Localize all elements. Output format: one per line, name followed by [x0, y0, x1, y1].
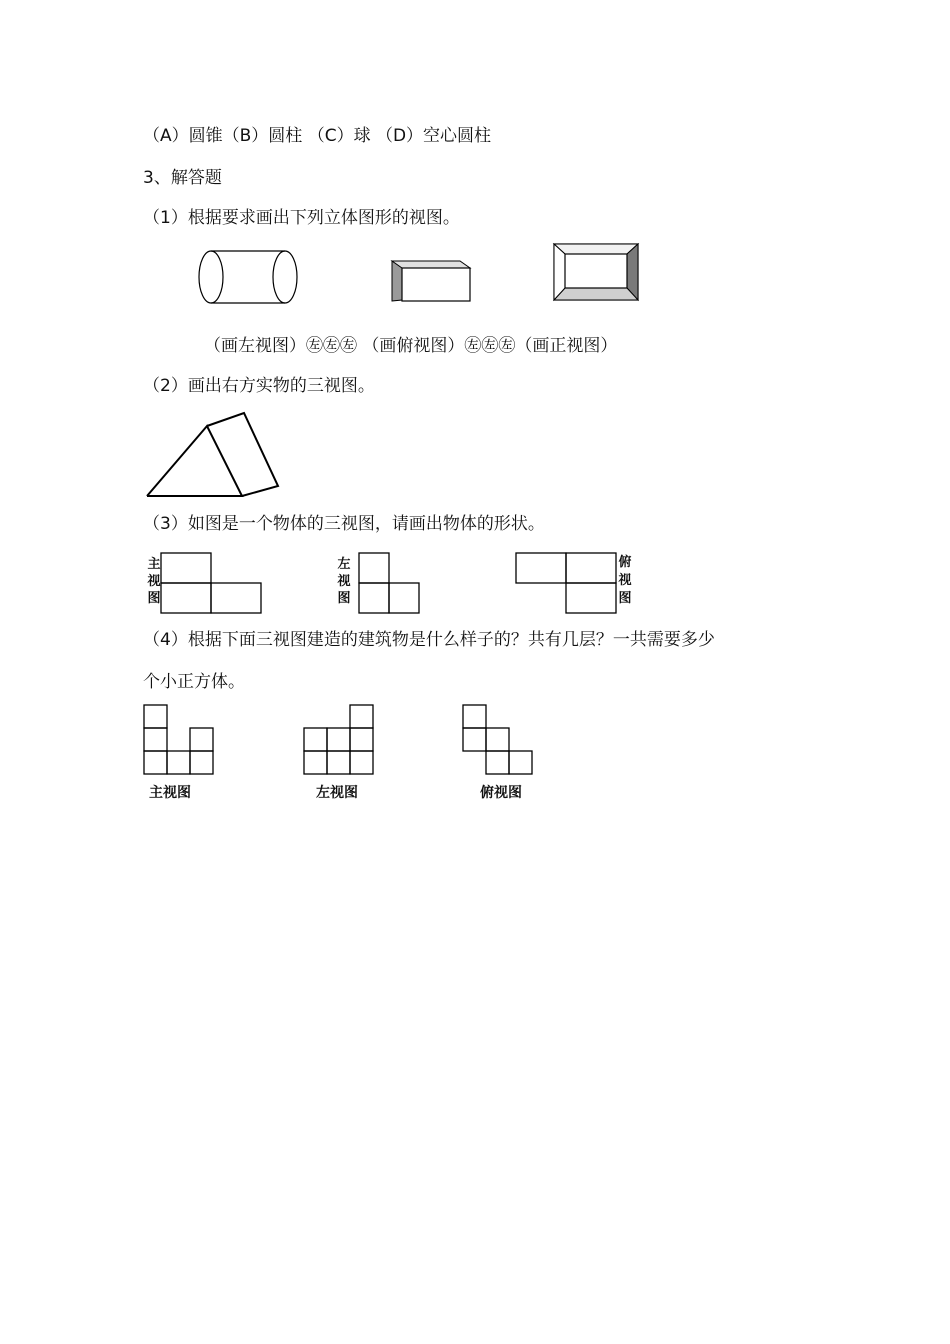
question-4-line-1: （4）根据下面三视图建造的建筑物是什么样子的？共有几层？一共需要多少: [143, 630, 715, 650]
q3-front-label-3: 图: [147, 591, 161, 606]
q3-top-view: [515, 552, 635, 616]
q3-top-label-1: 俯: [618, 555, 632, 570]
q4-front-caption: 主视图: [149, 785, 191, 801]
q4-top-caption: 俯视图: [480, 785, 522, 801]
frustum-figure: [552, 242, 642, 304]
question-1: （1）根据要求画出下列立体图形的视图。: [143, 208, 460, 228]
q3-left-view: [336, 552, 426, 616]
q4-top-view: [462, 704, 542, 804]
q3-front-label-2: 视: [147, 574, 161, 589]
q3-top-label-3: 图: [618, 591, 632, 606]
q3-left-label-2: 视: [337, 574, 351, 589]
q3-front-label-1: 主: [147, 557, 161, 572]
answer-options: （A）圆锥（B）圆柱 （C）球 （D）空心圆柱: [143, 126, 492, 146]
q3-front-view: [146, 552, 266, 616]
question-4-line-2: 个小正方体。: [143, 672, 245, 692]
section-3-heading: 3、解答题: [143, 168, 222, 188]
q4-left-caption: 左视图: [316, 785, 358, 801]
question-2: （2）画出右方实物的三视图。: [143, 376, 375, 396]
question-1-captions: （画左视图）㊧㊧㊧ （画俯视图）㊧㊧㊧（画正视图）: [204, 336, 618, 356]
cuboid-figure: [388, 257, 476, 305]
q4-front-view: [143, 704, 223, 804]
cylinder-figure: [195, 248, 301, 306]
q3-top-label-2: 视: [618, 573, 632, 588]
question-3: （3）如图是一个物体的三视图，请画出物体的形状。: [143, 514, 545, 534]
triangular-prism-figure: [140, 408, 285, 503]
q3-left-label-1: 左: [337, 557, 351, 572]
q3-left-label-3: 图: [337, 591, 351, 606]
q4-left-view: [303, 704, 383, 804]
